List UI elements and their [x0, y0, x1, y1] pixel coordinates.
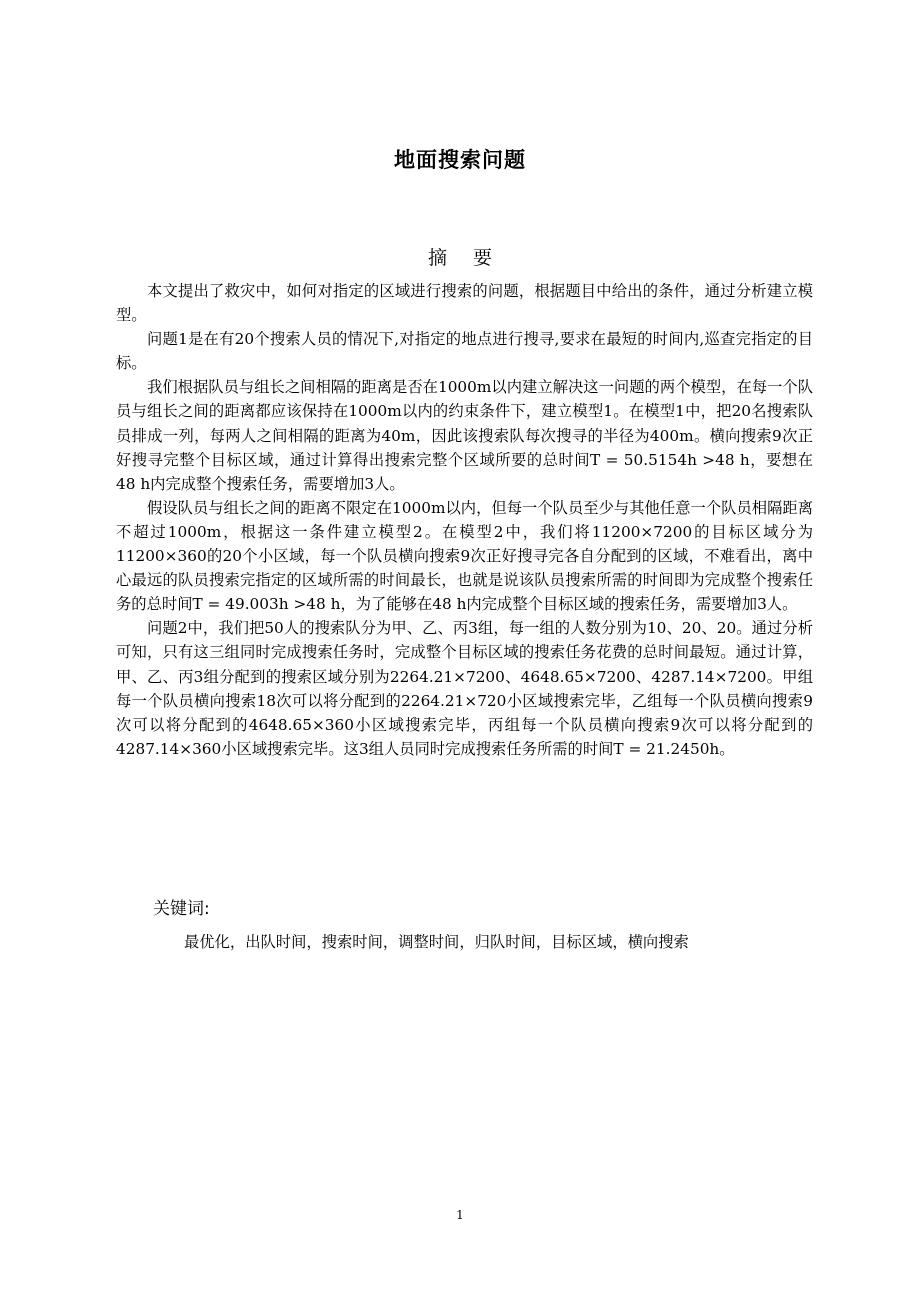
keywords-list: 最优化，出队时间，搜索时间，调整时间，归队时间，目标区域，横向搜索 [184, 933, 689, 951]
abstract-body [116, 279, 813, 761]
abstract-paragraph-1: 本文提出了救灾中，如何对指定的区域进行搜索的问题，根据题目中给出的条件，通过分析建立模型。 [116, 282, 813, 325]
abstract-paragraph-5: 问题2中，我们把50人的搜索队分为甲、乙、丙3组，每一组的人数分别为10、20、20。通过分析可知，只有这三组同时完成搜索任务时，完成整个目标区域的搜索任务花费的总时间最短。通过计算，甲、乙、丙3组分配到的搜索区域分别为2264.21×7200、4648.65×7200、4287.14×7200。甲组每一个队员横向搜索18次可以将分配到的2264.21×720小区域搜索完毕，乙组每一个队员横向搜索9次可以将分配到的4648.65×360小区域搜索完毕，丙组每一个队员横向搜索9次可以将分配到的4287.14×360小区域搜索完毕。这3组人员同时完成搜索任务所需的时间T = 21.2450h。 [116, 619, 813, 758]
abstract-heading-text: 摘 要 [427, 247, 503, 269]
abstract-paragraph-3: 我们根据队员与组长之间相隔的距离是否在1000m以内建立解决这一问题的两个模型，在每一个队员与组长之间的距离都应该保持在1000m以内的约束条件下，建立模型1。在模型1中，把20名搜索队员排成一列，每两人之间相隔的距离为40m，因此该搜索队每次搜寻的半径为400m。横向搜索9次正好搜寻完整个目标区域，通过计算得出搜索完整个区域所要的总时间T = 50.5154h >48 h，要想在48 h内完成整个搜索任务，需要增加3人。 [116, 378, 813, 493]
keywords-label: 关键词: [153, 899, 210, 919]
page-number: 1 [456, 1208, 464, 1222]
abstract-paragraph-4: 假设队员与组长之间的距离不限定在1000m以内，但每一个队员至少与其他任意一个队员相隔距离不超过1000m，根据这一条件建立模型2。在模型2中，我们将11200×7200的目标区域分为11200×360的20个小区域，每一个队员横向搜索9次正好搜寻完各自分配到的区域，不难看出，离中心最远的队员搜索完指定的区域所需的时间最长，也就是说该队员搜索所需的时间即为完成整个搜索任务的总时间T = 49.003h >48 h，为了能够在48 h内完成整个目标区域的搜索任务，需要增加3人。 [116, 498, 813, 614]
abstract-paragraph-2: 问题1是在有20个搜索人员的情况下,对指定的地点进行搜寻,要求在最短的时间内,巡查完指定的目标。 [116, 330, 813, 373]
abstract-heading [0, 243, 920, 270]
page-title: 地面搜索问题 [394, 148, 526, 172]
